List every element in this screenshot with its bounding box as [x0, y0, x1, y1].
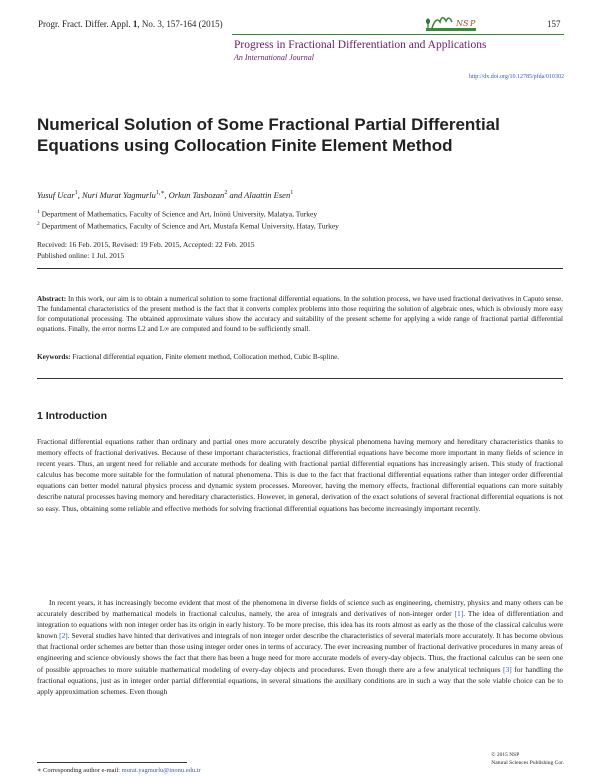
citation-link[interactable]: [3]	[503, 664, 512, 674]
copyright-notice	[491, 752, 564, 767]
corresponding-author-footnote	[37, 766, 201, 774]
author-sup: 1,∗	[155, 190, 165, 196]
author-sup: 1	[74, 190, 78, 196]
section-heading: 1 Introduction	[37, 410, 107, 422]
keywords-label: Keywords:	[37, 353, 71, 361]
author-email-link[interactable]: murat.yagmurlu@inonu.edu.tr	[121, 767, 201, 774]
citation-volume: 1	[132, 19, 138, 29]
author-name: Alaattin Esen	[244, 189, 291, 200]
copyright-text: © 2015 NSP	[491, 752, 520, 758]
article-title: Numerical Solution of Some Fractional Partial Differential Equations using Collocation Finite Element Method	[37, 115, 500, 155]
author-name: Nuri Murat Yagmurlu	[81, 189, 156, 200]
para2-text-b: . The idea of differentiation and integration to equations with non integer order has its origin in early history. To be more precise, this idea has its roots almost as early as the those of the classical calculus were known	[37, 609, 563, 641]
published-date: Published online: 1 Jul. 2015	[37, 251, 125, 260]
keywords-text: Fractional differential equation, Finite element method, Collocation method, Cubic B-spline.	[72, 353, 340, 361]
citation-prefix: Progr. Fract. Differ. Appl.	[38, 19, 131, 29]
citation-issue-pages: , No. 3, 157-164 (2015)	[137, 19, 223, 29]
abstract-label: Abstract:	[37, 295, 67, 303]
journal-subtitle: An International Journal	[234, 53, 314, 62]
affiliation	[37, 209, 317, 219]
bottom-divider	[37, 378, 563, 379]
page-number: 157	[547, 19, 561, 29]
nsp-logo-icon	[422, 12, 480, 34]
author-name: Yusuf Ucar	[37, 189, 75, 200]
affiliation-sup: 1	[37, 209, 40, 215]
running-citation	[38, 19, 223, 29]
received-dates: Received: 16 Feb. 2015, Revised: 19 Feb. 2015, Accepted: 22 Feb. 2015	[37, 240, 255, 249]
intro-paragraph-2	[37, 597, 563, 697]
svg-text:P: P	[470, 19, 476, 28]
abstract	[37, 294, 563, 334]
affiliation-text: Department of Mathematics, Faculty of Science and Art, Inönü University, Malatya, Turkey	[41, 209, 318, 219]
para2-text-c: . Several studies have hinted that derivatives and integrals of non integer order describe the characteristics of several materials more accurately. It has become obvious that fractional order schemes are better than those using integer order ones in terms of accuracy. The ever increasing number of fractional derivative procedures in many areas of engineering and science obviously shows the fact that there has been a huge need for more accurate models of every-day objects. Thus, the fractional calculus can be seen one of possible approaches to more suitable mathematical modeling of every-day objects and procedures. Even though there are a few analytical techniques	[37, 631, 563, 674]
footnote-label: ∗ Corresponding author e-mail:	[37, 767, 120, 774]
svg-text:S: S	[463, 19, 469, 28]
author-name: Orkun Tasbozan	[168, 189, 225, 200]
para2-text-a: In recent years, it has increasingly become evident that most of the phenomena in diverse fields of science such as engineering, chemistry, physics and many others can be accurately described by mathematical models in fractional calculus, namely, the area of integrals and derivatives of non-integer order	[37, 598, 563, 619]
abstract-text: In this work, our aim is to obtain a numerical solution to some fractional differential equations. In the solution process, we have used fractional derivatives in Caputo sense. The fundamental characteristics of the present method is the fact that it converts complex problems into those requiring the solution of algebraic ones, which is obviously more easy for computational processing. The obtained approximate values show the accuracy and suitability of the present scheme for applying a wide range of fractional partial differential equations. Finally, the error norms L2 and L∞ are computed and found to be sufficiently small.	[37, 295, 563, 334]
journal-title: Progress in Fractional Differentiation and Applications	[234, 39, 487, 51]
footnote-rule	[37, 762, 187, 763]
citation-link[interactable]: [2]	[59, 631, 68, 641]
intro-paragraph-1: Fractional differential equations rather than ordinary and partial ones more accurately describe physical phenomena having memory and hereditary characteristics thanks to memory effects of fractional derivatives. Because of these important characteristics, fractional differential equations have become more important in many fields of science in recent years. Thus, an urgent need for reliable and accurate methods for dealing with fractional partial differential equations has increasingly arisen. This study of fractional calculus has become more suitable for the formulation of natural phenomena. This is due to the fact that fractional differential equations rather than integer order differential equations can better model natural physics process and dynamic system processes. Moreover, having the memory effects, fractional differential equations can more suitably describe natural processes having memory and hereditary characteristics. However, in general, derivation of the exact solutions of several fractional differential equations is not so easy. Thus, obtaining some reliable and effective methods for solving fractional differential equations has become increasingly important recently.	[37, 437, 563, 513]
doi-link[interactable]: http://dx.doi.org/10.12785/pfda/010302	[468, 74, 564, 80]
svg-text:N: N	[456, 19, 463, 28]
author-list: Yusuf Ucar$^1$, Nuri Murat Yagmurlu$^{1,∗}$, Orkun Tasbozan$^2$ and Alaattin Esen$^1$	[37, 189, 294, 200]
keywords	[37, 353, 339, 361]
para2-text-d: for handling the fractional equations, just as in integer order partial differential equations, in several situations the auxiliary conditions are in such a way that the sole viable choice can be to apply approximation schemes. Even though	[37, 664, 563, 696]
affiliation	[37, 221, 339, 231]
affiliation-sup: 2	[37, 221, 40, 227]
citation-link[interactable]: [1]	[454, 609, 464, 619]
top-divider	[37, 268, 563, 269]
author-sup: 2	[224, 190, 228, 196]
affiliation-text: Department of Mathematics, Faculty of Science and Art, Mustafa Kemal University, Hatay, Turkey	[41, 221, 339, 231]
author-sup: 1	[290, 190, 294, 196]
publisher-name: Natural Sciences Publishing Cor.	[491, 759, 564, 766]
